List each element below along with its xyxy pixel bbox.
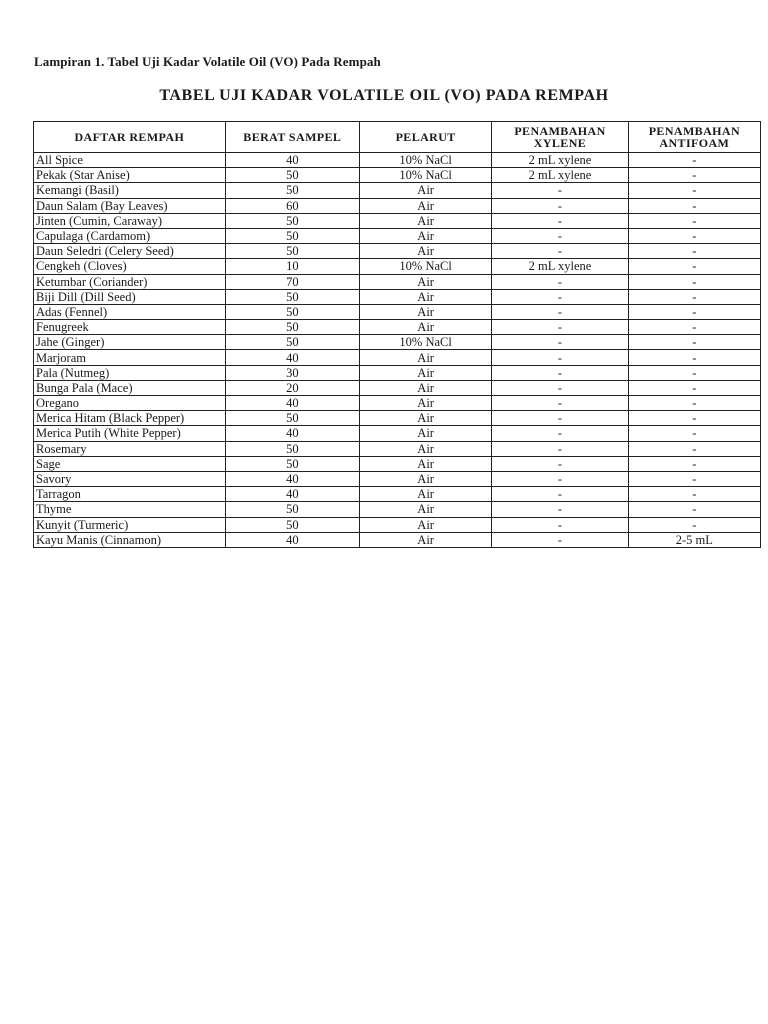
spice-name-cell: Daun Seledri (Celery Seed) [34,244,226,259]
solvent-cell: Air [360,487,492,502]
sample-weight-cell: 20 [225,380,359,395]
table-row [34,168,761,183]
antifoam-cell: - [628,426,760,441]
table-row [34,502,761,517]
xylene-cell: - [492,183,628,198]
spice-name-cell: Cengkeh (Cloves) [34,259,226,274]
spice-name-cell: Daun Salam (Bay Leaves) [34,198,226,213]
solvent-cell: Air [360,304,492,319]
xylene-cell: - [492,274,628,289]
sample-weight-cell: 50 [225,168,359,183]
table-row [34,456,761,471]
solvent-cell: Air [360,411,492,426]
xylene-cell: - [492,487,628,502]
solvent-cell: 10% NaCl [360,153,492,168]
sample-weight-cell: 50 [225,244,359,259]
xylene-cell: - [492,502,628,517]
solvent-cell: Air [360,244,492,259]
table-row [34,441,761,456]
xylene-cell: - [492,289,628,304]
table-row [34,289,761,304]
spice-name-cell: All Spice [34,153,226,168]
sample-weight-cell: 50 [225,320,359,335]
solvent-cell: Air [360,213,492,228]
table-row [34,396,761,411]
antifoam-cell: - [628,411,760,426]
spice-name-cell: Savory [34,471,226,486]
antifoam-cell: - [628,168,760,183]
sample-weight-cell: 50 [225,335,359,350]
solvent-cell: Air [360,456,492,471]
header-penambahan-xylene: PENAMBAHAN XYLENE [492,122,628,153]
xylene-cell: - [492,441,628,456]
xylene-cell: - [492,213,628,228]
antifoam-cell: - [628,198,760,213]
solvent-cell: Air [360,471,492,486]
spice-name-cell: Sage [34,456,226,471]
antifoam-cell: - [628,502,760,517]
antifoam-cell: - [628,183,760,198]
header-berat-sampel: BERAT SAMPEL [225,122,359,153]
table-row [34,259,761,274]
table-row [34,411,761,426]
appendix-caption: Lampiran 1. Tabel Uji Kadar Volatile Oil (VO) Pada Rempah [34,54,381,69]
spice-name-cell: Marjoram [34,350,226,365]
table-row [34,183,761,198]
sample-weight-cell: 50 [225,411,359,426]
spice-name-cell: Jinten (Cumin, Caraway) [34,213,226,228]
xylene-cell: - [492,350,628,365]
solvent-cell: Air [360,274,492,289]
antifoam-cell: - [628,365,760,380]
xylene-cell: - [492,411,628,426]
table-row [34,320,761,335]
header-penambahan-antifoam: PENAMBAHAN ANTIFOAM [628,122,760,153]
sample-weight-cell: 50 [225,213,359,228]
antifoam-cell: - [628,396,760,411]
sample-weight-cell: 40 [225,426,359,441]
header-daftar-rempah: DAFTAR REMPAH [34,122,226,153]
antifoam-cell: - [628,320,760,335]
sample-weight-cell: 50 [225,183,359,198]
solvent-cell: Air [360,426,492,441]
xylene-cell: - [492,320,628,335]
xylene-cell: 2 mL xylene [492,259,628,274]
solvent-cell: Air [360,441,492,456]
sample-weight-cell: 40 [225,532,359,547]
antifoam-cell: - [628,259,760,274]
sample-weight-cell: 60 [225,198,359,213]
table-header-row [34,122,761,153]
volatile-oil-table [33,121,761,548]
antifoam-cell: - [628,487,760,502]
spice-name-cell: Biji Dill (Dill Seed) [34,289,226,304]
sample-weight-cell: 50 [225,456,359,471]
antifoam-cell: - [628,289,760,304]
xylene-cell: - [492,456,628,471]
solvent-cell: Air [360,532,492,547]
antifoam-cell: - [628,471,760,486]
spice-name-cell: Thyme [34,502,226,517]
solvent-cell: Air [360,320,492,335]
spice-name-cell: Tarragon [34,487,226,502]
table-row [34,380,761,395]
antifoam-cell: - [628,441,760,456]
table-row [34,350,761,365]
table-row [34,335,761,350]
table-row [34,471,761,486]
table-row [34,153,761,168]
spice-name-cell: Rosemary [34,441,226,456]
spice-name-cell: Jahe (Ginger) [34,335,226,350]
spice-name-cell: Kunyit (Turmeric) [34,517,226,532]
xylene-cell: - [492,198,628,213]
xylene-cell: 2 mL xylene [492,168,628,183]
solvent-cell: Air [360,396,492,411]
xylene-cell: - [492,244,628,259]
solvent-cell: 10% NaCl [360,259,492,274]
antifoam-cell: - [628,274,760,289]
table-row [34,228,761,243]
solvent-cell: Air [360,365,492,380]
xylene-cell: - [492,380,628,395]
solvent-cell: 10% NaCl [360,168,492,183]
antifoam-cell: - [628,153,760,168]
table-body [34,153,761,548]
sample-weight-cell: 50 [225,502,359,517]
antifoam-cell: - [628,517,760,532]
solvent-cell: 10% NaCl [360,335,492,350]
table-row [34,426,761,441]
sample-weight-cell: 50 [225,517,359,532]
spice-name-cell: Adas (Fennel) [34,304,226,319]
table-row [34,487,761,502]
sample-weight-cell: 30 [225,365,359,380]
solvent-cell: Air [360,380,492,395]
table-row [34,213,761,228]
spice-name-cell: Merica Putih (White Pepper) [34,426,226,441]
table-row [34,517,761,532]
sample-weight-cell: 50 [225,304,359,319]
antifoam-cell: - [628,213,760,228]
solvent-cell: Air [360,289,492,304]
sample-weight-cell: 40 [225,350,359,365]
xylene-cell: 2 mL xylene [492,153,628,168]
spice-name-cell: Merica Hitam (Black Pepper) [34,411,226,426]
table-row [34,274,761,289]
spice-name-cell: Bunga Pala (Mace) [34,380,226,395]
spice-name-cell: Ketumbar (Coriander) [34,274,226,289]
antifoam-cell: - [628,335,760,350]
xylene-cell: - [492,532,628,547]
solvent-cell: Air [360,502,492,517]
sample-weight-cell: 10 [225,259,359,274]
antifoam-cell: 2-5 mL [628,532,760,547]
table-row [34,365,761,380]
table-row [34,198,761,213]
spice-name-cell: Kayu Manis (Cinnamon) [34,532,226,547]
spice-name-cell: Capulaga (Cardamom) [34,228,226,243]
table-row [34,304,761,319]
spice-name-cell: Oregano [34,396,226,411]
xylene-cell: - [492,335,628,350]
solvent-cell: Air [360,517,492,532]
sample-weight-cell: 50 [225,289,359,304]
xylene-cell: - [492,517,628,532]
sample-weight-cell: 50 [225,441,359,456]
xylene-cell: - [492,304,628,319]
xylene-cell: - [492,471,628,486]
xylene-cell: - [492,426,628,441]
table-title: TABEL UJI KADAR VOLATILE OIL (VO) PADA REMPAH [159,87,609,104]
sample-weight-cell: 40 [225,396,359,411]
xylene-cell: - [492,396,628,411]
antifoam-cell: - [628,350,760,365]
table-row [34,532,761,547]
table-row [34,244,761,259]
spice-name-cell: Pala (Nutmeg) [34,365,226,380]
sample-weight-cell: 50 [225,228,359,243]
antifoam-cell: - [628,244,760,259]
spice-name-cell: Pekak (Star Anise) [34,168,226,183]
antifoam-cell: - [628,380,760,395]
spice-name-cell: Fenugreek [34,320,226,335]
antifoam-cell: - [628,304,760,319]
xylene-cell: - [492,228,628,243]
antifoam-cell: - [628,228,760,243]
sample-weight-cell: 40 [225,153,359,168]
spice-name-cell: Kemangi (Basil) [34,183,226,198]
solvent-cell: Air [360,183,492,198]
sample-weight-cell: 70 [225,274,359,289]
solvent-cell: Air [360,198,492,213]
xylene-cell: - [492,365,628,380]
sample-weight-cell: 40 [225,487,359,502]
sample-weight-cell: 40 [225,471,359,486]
solvent-cell: Air [360,350,492,365]
antifoam-cell: - [628,456,760,471]
header-pelarut: PELARUT [360,122,492,153]
solvent-cell: Air [360,228,492,243]
